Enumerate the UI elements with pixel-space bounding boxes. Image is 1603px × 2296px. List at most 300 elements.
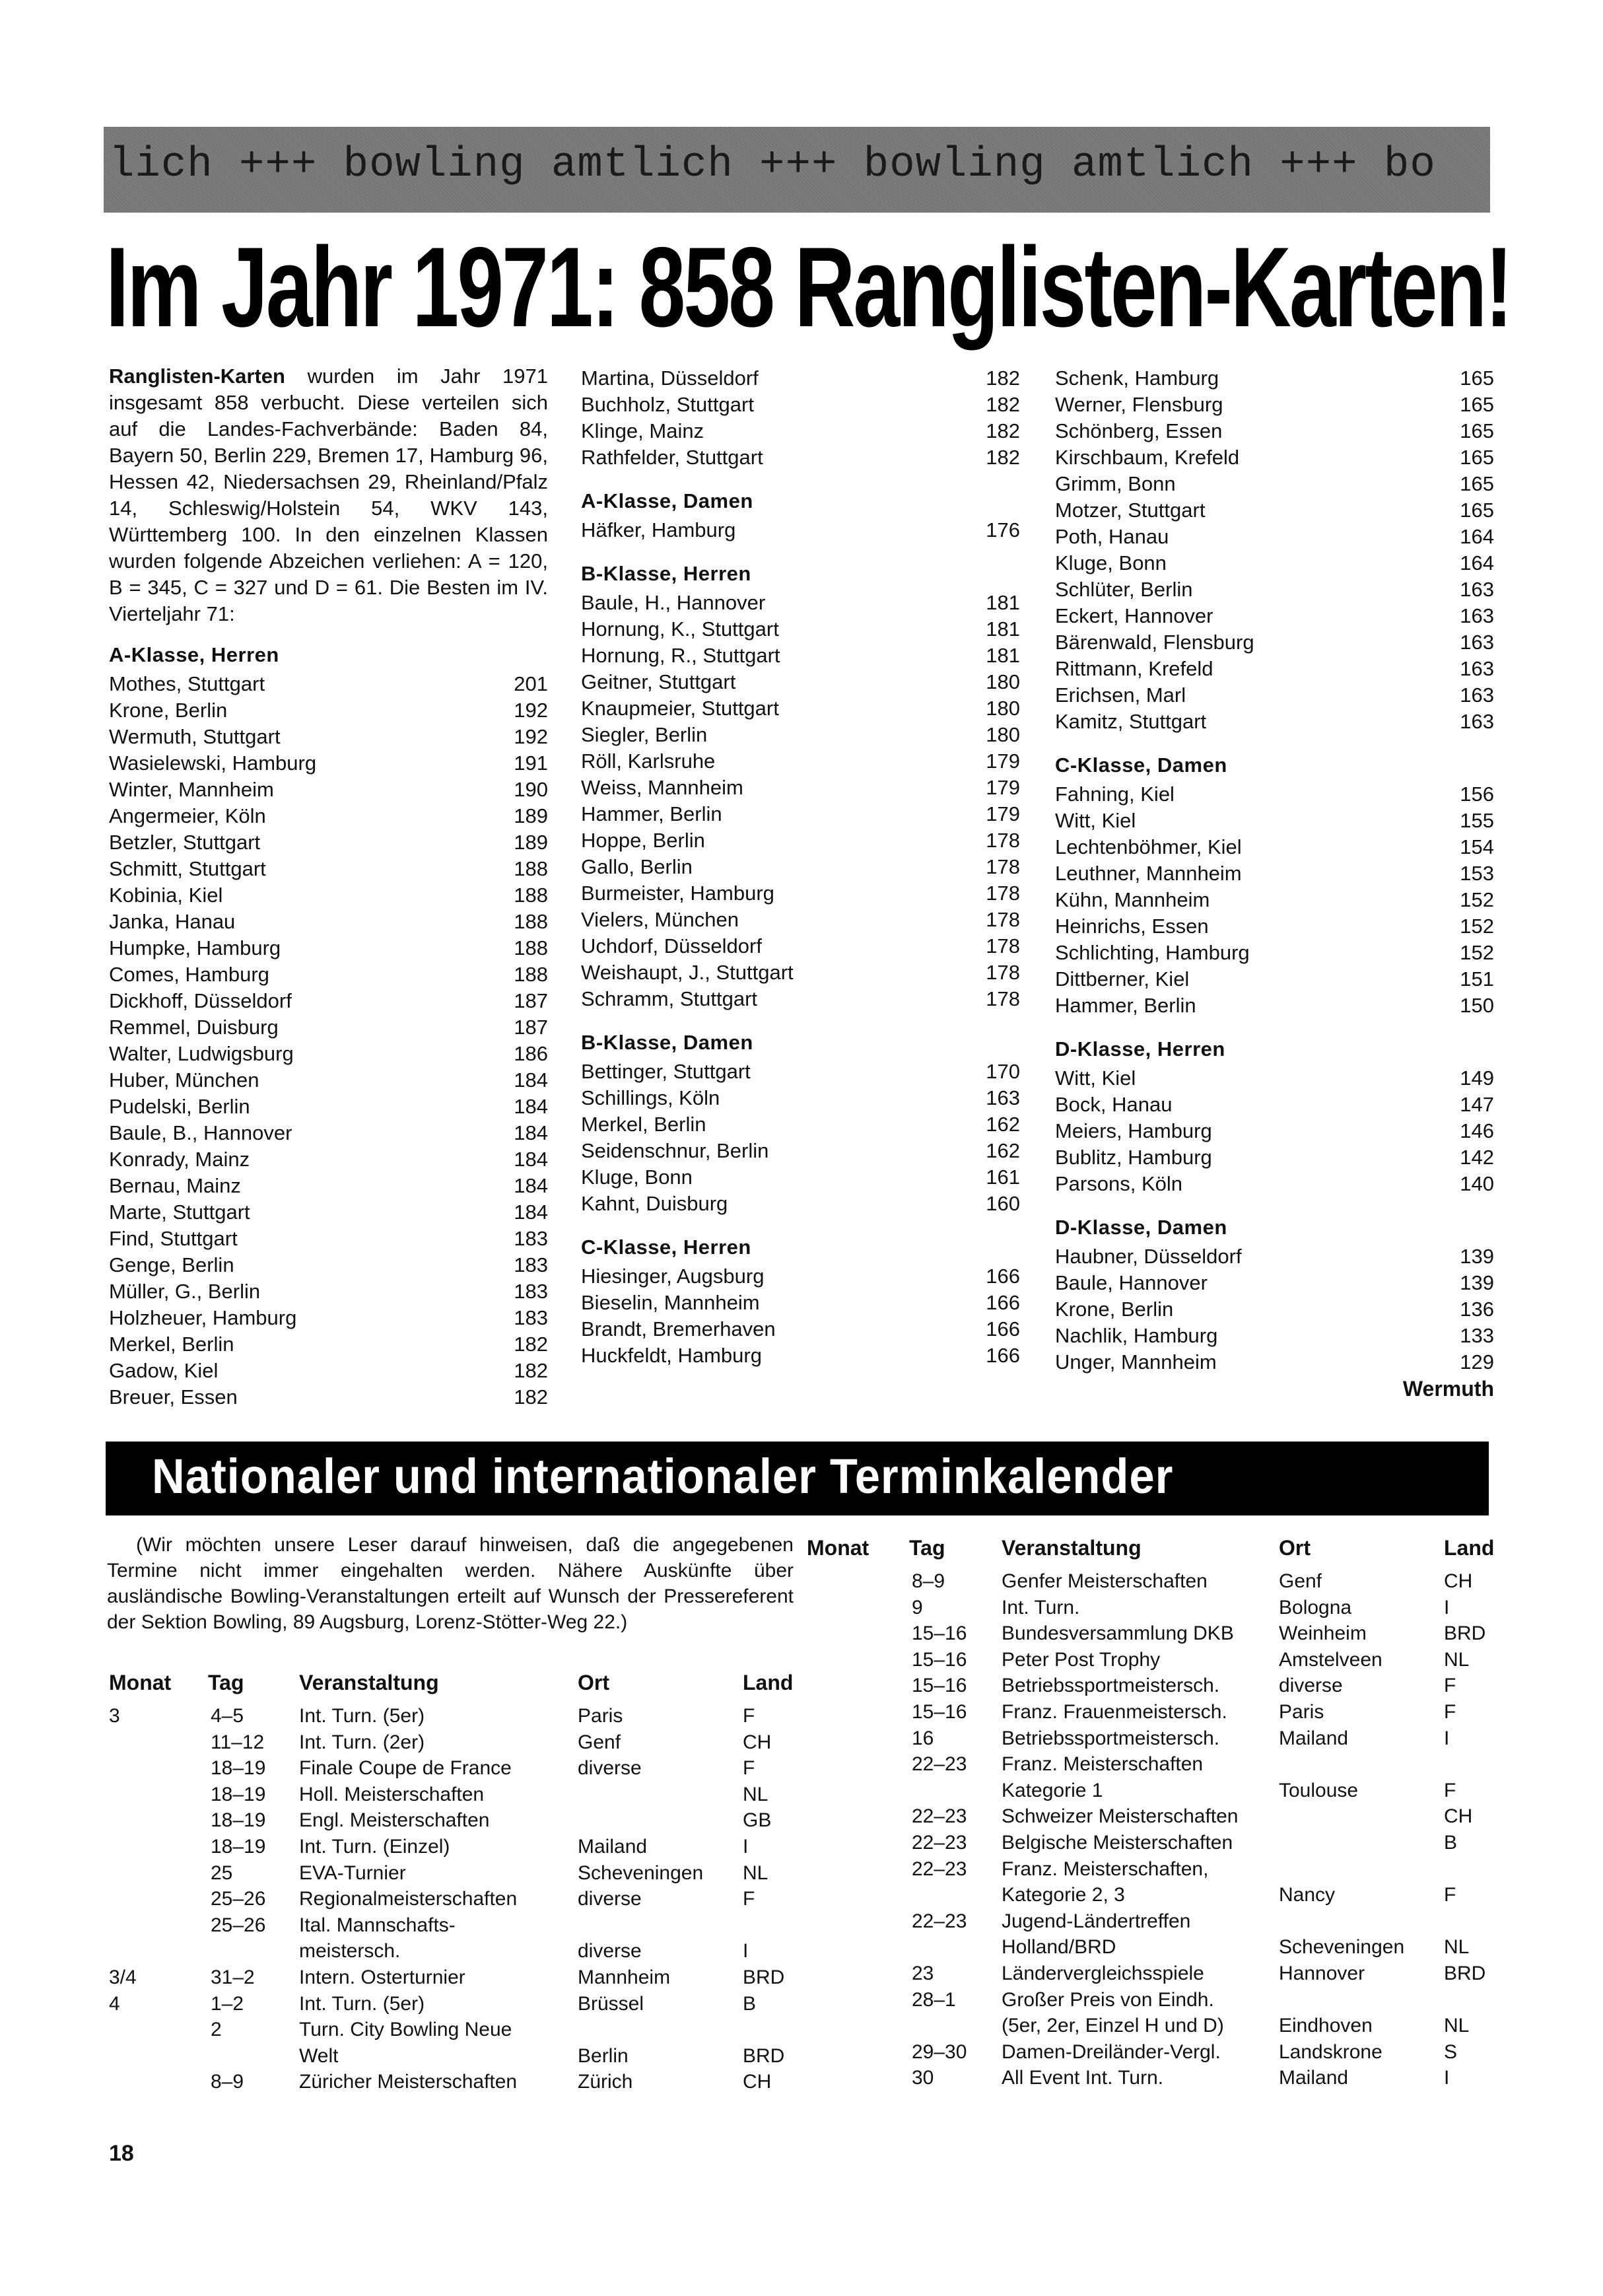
cell-land: NL [743, 1783, 768, 1805]
cell-ort: Mannheim [578, 1966, 671, 1988]
player-name: Schlichting, Hamburg [1055, 941, 1250, 964]
ranking-entry [109, 1331, 548, 1358]
cell-land: S [1444, 2040, 1458, 2063]
player-name: Parsons, Köln [1055, 1172, 1182, 1195]
cell-tag: 15–16 [912, 1675, 967, 1697]
calendar-row [807, 1989, 1500, 2015]
cell-ort: diverse [578, 1888, 642, 1910]
cell-tag: 23 [912, 1962, 934, 1984]
player-score: 166 [986, 1265, 1020, 1288]
player-score: 156 [1460, 783, 1494, 806]
player-name: Comes, Hamburg [109, 963, 269, 986]
player-score: 181 [986, 617, 1020, 641]
player-score: 165 [1460, 446, 1494, 469]
cell-veranstaltung: Betriebssportmeistersch. [1002, 1675, 1220, 1697]
player-score: 180 [986, 723, 1020, 746]
ranking-entry [581, 444, 1020, 471]
player-score: 166 [986, 1317, 1020, 1340]
cell-land: F [1444, 1700, 1456, 1723]
cell-monat [109, 1809, 208, 1836]
cell-veranstaltung: (5er, 2er, Einzel H und D) [1002, 2015, 1224, 2037]
player-name: Martina, Düsseldorf [581, 366, 759, 390]
cell-land: CH [1444, 1570, 1473, 1592]
player-name: Leuthner, Mannheim [1055, 862, 1242, 885]
player-score: 183 [514, 1280, 548, 1303]
cell-veranstaltung: Int. Turn. [1002, 1596, 1080, 1618]
player-score: 170 [986, 1060, 1020, 1083]
cell-land [743, 2019, 802, 2045]
player-score: 189 [514, 804, 548, 827]
section-title-c-damen: C-Klasse, Damen [1055, 753, 1227, 777]
rankings-column-1 [109, 363, 548, 1410]
player-name: Bublitz, Hamburg [1055, 1146, 1212, 1169]
cell-tag: 22–23 [912, 1858, 967, 1880]
calendar-row [807, 1832, 1500, 1858]
ranking-entry [581, 801, 1020, 827]
cell-tag: 15–16 [912, 1622, 967, 1645]
cell-ort: Berlin [578, 2044, 629, 2067]
cell-ort [578, 2019, 743, 2045]
section-title-a-herren: A-Klasse, Herren [109, 643, 279, 666]
ranking-entry [109, 1226, 548, 1252]
cell-tag: 29–30 [912, 2040, 967, 2063]
ranking-entry [109, 1094, 548, 1120]
cell-veranstaltung: Kategorie 2, 3 [1002, 1884, 1125, 1906]
player-name: Heinrichs, Essen [1055, 915, 1209, 938]
cell-monat: 3/4 [109, 1966, 137, 1988]
player-name: Poth, Hanau [1055, 525, 1169, 548]
cell-land [1444, 1753, 1500, 1780]
calendar-row [109, 1757, 802, 1784]
ranking-entry [581, 669, 1020, 695]
cell-land: I [743, 1835, 749, 1858]
player-score: 163 [1460, 604, 1494, 627]
cell-monat [807, 1727, 909, 1754]
ranking-entry [109, 1173, 548, 1199]
calendar-row [109, 1705, 802, 1731]
player-name: Schönberg, Essen [1055, 419, 1223, 442]
player-score: 180 [986, 697, 1020, 720]
cell-tag [909, 1780, 1002, 1806]
cell-ort: Amstelveen [1279, 1648, 1382, 1671]
ranking-entry [109, 1278, 548, 1305]
player-name: Hornung, K., Stuttgart [581, 617, 779, 641]
player-score: 155 [1460, 809, 1494, 832]
player-name: Vielers, München [581, 908, 739, 931]
ranking-entry [1055, 1171, 1494, 1197]
player-score: 139 [1460, 1245, 1494, 1268]
cell-ort [1279, 1989, 1444, 2015]
cell-ort [1279, 1858, 1444, 1885]
ranking-entry [109, 1252, 548, 1278]
cell-veranstaltung: Holland/BRD [1002, 1936, 1116, 1959]
ranking-entry [581, 1164, 1020, 1191]
header-land: Land [743, 1671, 794, 1694]
ranking-entry [1055, 808, 1494, 834]
player-name: Siegler, Berlin [581, 723, 708, 746]
ranking-entry [581, 643, 1020, 669]
calendar-row [109, 1966, 802, 1993]
ranking-entry [581, 933, 1020, 959]
cell-land: BRD [743, 2044, 785, 2067]
ranking-entry [581, 722, 1020, 748]
ranking-entry [581, 365, 1020, 392]
ranking-entry [1055, 1144, 1494, 1171]
player-score: 151 [1460, 967, 1494, 991]
cell-land: CH [743, 2071, 772, 2093]
cell-land: NL [1444, 1936, 1470, 1959]
cell-tag: 18–19 [211, 1783, 266, 1805]
cell-veranstaltung: Franz. Meisterschaften [1002, 1753, 1204, 1776]
ranking-entry [1055, 682, 1494, 709]
player-score: 163 [1460, 578, 1494, 601]
cell-ort: Weinheim [1279, 1622, 1367, 1645]
cell-monat [807, 1675, 909, 1701]
player-score: 129 [1460, 1350, 1494, 1374]
ranking-entry [1055, 940, 1494, 966]
cell-tag: 22–23 [912, 1753, 967, 1776]
player-name: Klinge, Mainz [581, 419, 704, 442]
cell-land: F [1444, 1675, 1456, 1697]
cell-veranstaltung: Holl. Meisterschaften [299, 1783, 485, 1805]
player-name: Bock, Hanau [1055, 1093, 1173, 1116]
calendar-row [109, 1836, 802, 1862]
calendar-row [807, 1936, 1500, 1963]
calendar-row [807, 1780, 1500, 1806]
player-name: Fahning, Kiel [1055, 783, 1175, 806]
ranking-list-c-damen [1055, 781, 1494, 1019]
ranking-entry [1055, 656, 1494, 682]
player-name: Burmeister, Hamburg [581, 882, 774, 905]
cell-land: F [743, 1757, 755, 1780]
ranking-entry [1055, 709, 1494, 735]
player-name: Konrady, Mainz [109, 1148, 250, 1171]
player-name: Hammer, Berlin [1055, 994, 1196, 1017]
ranking-entry [1055, 1349, 1494, 1375]
ranking-entry [109, 856, 548, 882]
player-name: Kamitz, Stuttgart [1055, 710, 1207, 733]
cell-monat [807, 2015, 909, 2041]
ranking-entry [581, 1059, 1020, 1085]
calendar-row [807, 1649, 1500, 1675]
header-ort: Ort [1279, 1536, 1311, 1560]
player-score: 152 [1460, 941, 1494, 964]
ranking-list-a-herren-cont [581, 365, 1020, 471]
ranking-entry [1055, 860, 1494, 887]
player-score: 188 [514, 910, 548, 933]
player-score: 182 [986, 366, 1020, 390]
player-name: Buchholz, Stuttgart [581, 393, 754, 416]
cell-ort: Genf [578, 1731, 621, 1753]
section-title-b-damen: B-Klasse, Damen [581, 1031, 753, 1054]
cell-tag [909, 2015, 1002, 2041]
cell-veranstaltung: Int. Turn. (Einzel) [299, 1835, 450, 1858]
cell-veranstaltung: EVA-Turnier [299, 1861, 406, 1884]
cell-monat [807, 1622, 909, 1649]
player-name: Kahnt, Duisburg [581, 1192, 728, 1215]
ranking-list-d-herren [1055, 1065, 1494, 1197]
player-score: 183 [514, 1253, 548, 1276]
cell-veranstaltung: Belgische Meisterschaften [1002, 1831, 1233, 1854]
ranking-entry [1055, 550, 1494, 576]
player-score: 166 [986, 1291, 1020, 1314]
player-score: 179 [986, 776, 1020, 799]
player-name: Röll, Karlsruhe [581, 749, 716, 773]
player-name: Brandt, Bremerhaven [581, 1317, 776, 1340]
cell-land: I [1444, 1727, 1450, 1749]
cell-monat [109, 1888, 208, 1914]
cell-ort: Toulouse [1279, 1779, 1359, 1801]
player-score: 176 [986, 518, 1020, 541]
section-title-b-herren: B-Klasse, Herren [581, 562, 751, 585]
section-title-d-herren: D-Klasse, Herren [1055, 1037, 1225, 1061]
player-name: Uchdorf, Düsseldorf [581, 934, 762, 957]
cell-tag: 18–19 [211, 1757, 266, 1780]
player-score: 184 [514, 1121, 548, 1144]
calendar-notice-text: (Wir möchten unsere Leser darauf hinweisen, daß die angegebenen Termine nicht immer eingehalten werden. Nähere Auskünfte über ausländische Bowling-Veranstaltungen erteilt auf Wunsch der Pressereferent der Sektion Bowling, 89 Augsburg, Lorenz-Stötter-Weg 22.) [107, 1534, 794, 1633]
cell-monat [109, 1731, 208, 1758]
cell-monat [807, 1832, 909, 1858]
player-name: Dittberner, Kiel [1055, 967, 1190, 991]
cell-monat [109, 1757, 208, 1784]
player-name: Marte, Stuttgart [109, 1200, 250, 1224]
cell-veranstaltung: Int. Turn. (2er) [299, 1731, 425, 1753]
player-name: Erichsen, Marl [1055, 683, 1186, 707]
ranking-entry [1055, 1323, 1494, 1349]
player-name: Werner, Flensburg [1055, 393, 1223, 416]
cell-ort: Mailand [578, 1835, 648, 1858]
section-title-a-damen: A-Klasse, Damen [581, 489, 753, 512]
player-name: Kühn, Mannheim [1055, 888, 1210, 911]
ranking-entry [109, 1146, 548, 1173]
ranking-entry [1055, 992, 1494, 1019]
ranking-entry [1055, 834, 1494, 860]
cell-veranstaltung: Kategorie 1 [1002, 1779, 1103, 1801]
cell-tag: 8–9 [211, 2071, 244, 2093]
page-title: Im Jahr 1971: 858 Ranglisten-Karten! [106, 224, 1511, 351]
player-score: 192 [514, 699, 548, 722]
cell-land [1444, 1858, 1500, 1885]
calendar-heading-bar [106, 1442, 1489, 1515]
cell-tag: 15–16 [912, 1700, 967, 1723]
player-name: Rathfelder, Stuttgart [581, 446, 763, 469]
cell-ort: diverse [1279, 1675, 1343, 1697]
cell-ort: Bologna [1279, 1596, 1352, 1618]
player-score: 183 [514, 1227, 548, 1250]
ranking-entry [581, 1138, 1020, 1164]
ranking-list-c-herren [581, 1263, 1020, 1369]
player-score: 182 [986, 446, 1020, 469]
ranking-entry [1055, 913, 1494, 940]
cell-veranstaltung: Bundesversammlung DKB [1002, 1622, 1234, 1645]
cell-land: I [743, 1940, 749, 1963]
ranking-entry [581, 959, 1020, 986]
cell-veranstaltung: Genfer Meisterschaften [1002, 1570, 1208, 1592]
player-score: 183 [514, 1306, 548, 1329]
calendar-row [807, 1858, 1500, 1885]
cell-veranstaltung: Damen-Dreiländer-Vergl. [1002, 2040, 1221, 2063]
player-score: 201 [514, 672, 548, 695]
player-score: 187 [514, 989, 548, 1012]
cell-tag: 31–2 [211, 1966, 255, 1988]
ranking-entry [581, 986, 1020, 1012]
player-name: Betzler, Stuttgart [109, 831, 261, 854]
cell-tag: 22–23 [912, 1831, 967, 1854]
header-tag: Tag [208, 1671, 244, 1694]
calendar-notice [107, 1532, 794, 1635]
ranking-entry [1055, 497, 1494, 524]
cell-veranstaltung: Int. Turn. (5er) [299, 1992, 425, 2015]
ranking-entry [581, 1290, 1020, 1316]
calendar-row [807, 1910, 1500, 1937]
ranking-entry [581, 1191, 1020, 1217]
ranking-entry [581, 517, 1020, 543]
cell-tag: 22–23 [912, 1910, 967, 1932]
cell-ort [578, 1914, 743, 1941]
calendar-row [807, 2041, 1500, 2068]
player-score: 192 [514, 725, 548, 748]
cell-land [1444, 1910, 1500, 1937]
intro-lead: Ranglisten-Karten [109, 365, 285, 388]
player-name: Bernau, Mainz [109, 1174, 241, 1197]
cell-ort: diverse [578, 1940, 642, 1963]
cell-ort: Nancy [1279, 1884, 1336, 1906]
player-name: Bettinger, Stuttgart [581, 1060, 751, 1083]
cell-ort: diverse [578, 1757, 642, 1780]
cell-ort: Paris [578, 1705, 623, 1727]
player-name: Baule, B., Hannover [109, 1121, 292, 1144]
player-score: 184 [514, 1095, 548, 1118]
ranking-entry [109, 1120, 548, 1146]
cell-monat [807, 1805, 909, 1832]
ranking-entry [1055, 392, 1494, 418]
ranking-entry [581, 827, 1020, 854]
cell-veranstaltung: Intern. Osterturnier [299, 1966, 465, 1988]
player-name: Kirschbaum, Krefeld [1055, 446, 1240, 469]
player-name: Kluge, Bonn [581, 1165, 693, 1189]
ranking-entry [109, 1067, 548, 1094]
cell-veranstaltung: All Event Int. Turn. [1002, 2067, 1164, 2089]
player-score: 184 [514, 1148, 548, 1171]
cell-veranstaltung: Ländervergleichsspiele [1002, 1962, 1204, 1984]
ranking-entry [109, 909, 548, 935]
ranking-entry [581, 695, 1020, 722]
player-name: Knaupmeier, Stuttgart [581, 697, 779, 720]
calendar-row [109, 2071, 802, 2097]
ranking-entry [1055, 444, 1494, 471]
header-monat: Monat [807, 1536, 870, 1560]
ranking-list-b-damen [581, 1059, 1020, 1217]
cell-ort: Eindhoven [1279, 2015, 1373, 2037]
cell-ort: Scheveningen [578, 1861, 704, 1884]
cell-ort: Genf [1279, 1570, 1322, 1592]
header-land: Land [1444, 1536, 1495, 1560]
player-name: Hammer, Berlin [581, 802, 722, 825]
cell-ort [1279, 1805, 1444, 1832]
cell-ort: Hannover [1279, 1962, 1365, 1984]
ranking-entry [109, 988, 548, 1014]
cell-land: BRD [1444, 1962, 1486, 1984]
cell-monat [807, 1701, 909, 1727]
cell-monat [807, 1989, 909, 2015]
player-score: 163 [986, 1086, 1020, 1109]
player-score: 164 [1460, 525, 1494, 548]
cell-monat [807, 1884, 909, 1910]
player-name: Gadow, Kiel [109, 1359, 219, 1382]
cell-monat [807, 1753, 909, 1780]
cell-land: NL [1444, 2015, 1470, 2037]
cell-monat [807, 1780, 909, 1806]
cell-veranstaltung: Ital. Mannschafts- [299, 1914, 456, 1936]
ranking-entry [109, 1041, 548, 1067]
player-score: 186 [514, 1042, 548, 1065]
player-score: 181 [986, 644, 1020, 667]
cell-veranstaltung: Großer Preis von Eindh. [1002, 1988, 1214, 2011]
player-name: Baule, Hannover [1055, 1271, 1208, 1294]
ranking-entry [581, 590, 1020, 616]
player-name: Meiers, Hamburg [1055, 1119, 1212, 1142]
player-score: 161 [986, 1165, 1020, 1189]
ranking-entry [1055, 576, 1494, 603]
ranking-entry [581, 1111, 1020, 1138]
cell-tag: 16 [912, 1727, 934, 1749]
cell-monat [807, 1858, 909, 1885]
cell-monat [109, 2045, 208, 2071]
header-tag: Tag [909, 1536, 945, 1560]
cell-ort: Mailand [1279, 2067, 1349, 2089]
cell-veranstaltung: Int. Turn. (5er) [299, 1705, 425, 1727]
player-score: 162 [986, 1113, 1020, 1136]
cell-monat [807, 1963, 909, 1989]
player-score: 178 [986, 855, 1020, 878]
ranking-list-c-herren-cont [1055, 365, 1494, 735]
player-score: 191 [514, 751, 548, 775]
player-score: 182 [514, 1333, 548, 1356]
calendar-row [109, 1731, 802, 1758]
ranking-entry [581, 616, 1020, 643]
banner-text: lich +++ bowling amtlich +++ bowling amtlich +++ bo [109, 141, 1436, 189]
ranking-list-a-damen [581, 517, 1020, 543]
cell-monat: 3 [109, 1705, 120, 1727]
player-score: 180 [986, 670, 1020, 693]
cell-monat: 4 [109, 1992, 120, 2015]
ranking-entry [581, 775, 1020, 801]
player-score: 152 [1460, 888, 1494, 911]
player-score: 139 [1460, 1271, 1494, 1294]
cell-veranstaltung: Franz. Frauenmeistersch. [1002, 1700, 1227, 1723]
calendar-table-left [109, 1671, 802, 2097]
ranking-entry [581, 1342, 1020, 1369]
rankings-column-2 [581, 365, 1020, 1369]
cell-monat [109, 1940, 208, 1966]
ranking-entry [1055, 524, 1494, 550]
player-score: 163 [1460, 657, 1494, 680]
cell-veranstaltung: Peter Post Trophy [1002, 1648, 1161, 1671]
cell-ort: Zürich [578, 2071, 633, 2093]
calendar-row [807, 1701, 1500, 1727]
cell-land: I [1444, 1596, 1450, 1618]
player-score: 184 [514, 1200, 548, 1224]
player-score: 146 [1460, 1119, 1494, 1142]
player-score: 163 [1460, 710, 1494, 733]
player-name: Winter, Mannheim [109, 778, 274, 801]
player-name: Nachlik, Hamburg [1055, 1324, 1218, 1347]
ranking-entry [1055, 966, 1494, 992]
player-name: Motzer, Stuttgart [1055, 499, 1206, 522]
cell-ort: Paris [1279, 1700, 1324, 1723]
ranking-entry [109, 829, 548, 856]
ranking-entry [1055, 365, 1494, 392]
